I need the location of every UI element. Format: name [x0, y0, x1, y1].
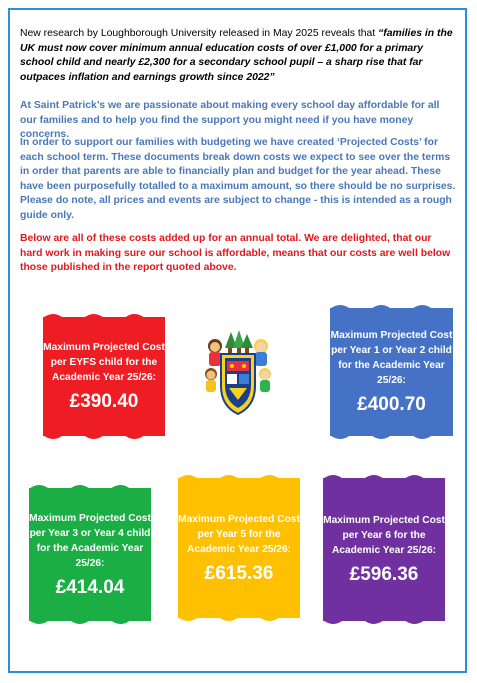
eyfs-cost-amount: £390.40: [69, 391, 139, 412]
projected-costs-paragraph: In order to support our families with budgeting we have created ‘Projected Costs’ for each school term. These documents break down costs we expect to see over the terms in order that parents are able to financially plan and budget for the year ahead. These have been purposefully totalled to a maximum amount, so there should be no surprises. Please do note, all prices and events are subject to change - this is intended as a rough guide only.: [20, 137, 456, 221]
year5-cost-amount: £615.36: [204, 562, 274, 584]
intro-quote: “families in the UK must now cover minimum annual education costs of over £1,000 for a primary school child and nearly £2,300 for a secondary school pupil – a sharp rise that far outpaces inflation and earnings growth since 2022”: [20, 28, 453, 83]
year1-2-cost-amount: £400.70: [357, 394, 426, 415]
annual-total-paragraph: Below are all of these costs added up for an annual total. We are delighted, that our hard work in making sure our school is affordable, means that our costs are well below those published in the report quoted above.: [20, 233, 451, 274]
year6-cost-label: Maximum Projected Cost per Year 6 for the Academic Year 25/26:: [323, 515, 445, 556]
eyfs-cost-label: Maximum Projected Cost per EYFS child for the Academic Year 25/26:: [43, 342, 165, 383]
intro-lead: New research by Loughborough University released in May 2025 reveals that: [20, 28, 379, 39]
year6-cost-tag: [323, 478, 445, 621]
tag-edge-top: [43, 310, 165, 318]
tag-edge-bottom: [330, 435, 453, 443]
eyfs-cost-tag: [43, 317, 165, 436]
tag-edge-top: [29, 481, 151, 489]
tag-edge-bottom: [43, 435, 165, 443]
year5-cost-tag: [178, 478, 300, 618]
tag-edge-top: [330, 301, 453, 309]
year6-cost-amount: £596.36: [349, 564, 419, 585]
tag-edge-top: [323, 471, 445, 479]
year1-2-cost-tag: [330, 308, 453, 436]
year3-4-cost-label: Maximum Projected Cost per Year 3 or Year 4 child for the Academic Year 25/26:: [29, 512, 151, 569]
year5-cost-label: Maximum Projected Cost per Year 5 for the Academic Year 25/26:: [178, 513, 300, 555]
school-crest-icon: [203, 328, 273, 416]
intro-paragraph: [20, 27, 456, 85]
year3-4-cost-amount: £414.04: [55, 576, 125, 598]
tag-edge-bottom: [29, 620, 151, 628]
support-paragraph: At Saint Patrick’s we are passionate about making every school day affordable for all our families and to help you find the support you might need if you have money concerns.: [20, 100, 440, 141]
tag-edge-top: [178, 471, 300, 479]
tag-edge-bottom: [178, 617, 300, 625]
year1-2-cost-label: Maximum Projected Cost per Year 1 or Year 2 child for the Academic Year 25/26:: [330, 330, 453, 386]
tag-edge-bottom: [323, 620, 445, 628]
year3-4-cost-tag: [29, 488, 151, 621]
